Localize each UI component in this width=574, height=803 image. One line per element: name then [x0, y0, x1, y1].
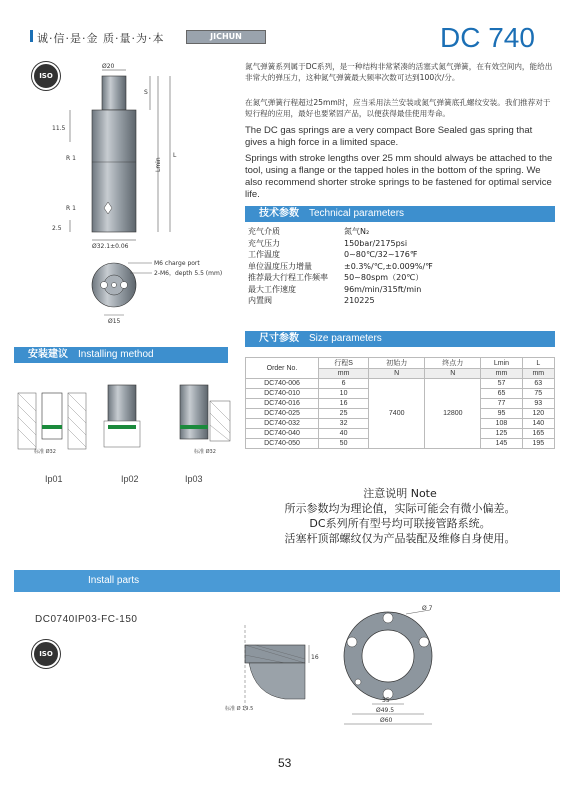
notes-line-2: DC系列所有型号均可联接管路系统。 [309, 517, 491, 530]
dim-lmin: Lmin [155, 157, 162, 172]
dim-s: S [144, 89, 148, 96]
install-label-3: Ip03 [185, 474, 203, 484]
install-parts-title: Install parts [88, 575, 140, 586]
install-ip01 [18, 393, 86, 449]
dim-7: Ø 7 [422, 605, 433, 612]
dim-r1-bottom: R 1 [66, 205, 76, 212]
iso-badge-bottom-icon: ISO [32, 640, 60, 668]
brand-logo: JICHUN [186, 30, 266, 44]
intro-en-2: Springs with stroke lengths over 25 mm should always be attached to the tool, using a flange or the tapped holes in the bottom of the spring. We also recommend shorter stroke springs to be fastened for optimal service life. [245, 153, 553, 200]
dim-bottom-dia: Ø32.1±0.06 [92, 243, 129, 250]
install-title-en: Installing method [78, 349, 154, 360]
piston-rod [102, 76, 126, 110]
flange-front-drawing [336, 600, 446, 730]
dim-11-5: 11.5 [52, 125, 66, 132]
flange-side-drawing [225, 615, 325, 715]
dim-60: Ø60 [380, 717, 393, 724]
install-section-bar [14, 347, 228, 363]
install-label-2: Ip02 [121, 474, 139, 484]
dim-top: Ø20 [102, 63, 115, 70]
size-section-bar [245, 331, 555, 347]
init-force-cell: 7400 [369, 379, 425, 449]
install-parts-bar [14, 570, 560, 592]
size-table: Order No. 行程S 初始力 终点力 Lmin L mm N N mm mm DC740-006 6 7400 12800 57 63 DC740-010 10 65 75 DC740-016 16 77 93 DC740-025 25 95 120 DC740-032 32 108 140 DC740-040 40 125 165 DC740-050 50 145 195 [245, 357, 555, 449]
table-row: DC740-040 40 125 165 [246, 429, 555, 439]
table-row: DC740-050 50 145 195 [246, 439, 555, 449]
notes-line-1: 所示参数均为理论值，实际可能会有微小偏差。 [284, 502, 516, 515]
part-code: DC0740IP03-FC-150 [35, 614, 138, 625]
dim-16: 16 [311, 654, 319, 661]
tech-row: 单位温度压力增量 ±0.3%/℃,±0.009%/℉ [248, 261, 433, 271]
intro-cn-2: 在氮气弹簧行程超过25mm时，应当采用法兰安装或氮气弹簧底孔螺纹安装。我们推荐对于短行程的应用，最好也要紧固产品，以便获得最佳使用寿命。 [245, 98, 551, 118]
notes-title: 注意说明 Note [363, 487, 437, 500]
tech-row: 最大工作速度 96m/min/315ft/min [248, 284, 422, 294]
install-tag-1: 标准 Ø32 [34, 449, 56, 455]
intro-cn-1: 氮气弹簧系列属于DC系列，是一种结构非常紧凑的活塞式氮气弹簧，在有效空间内，能给出非常大的弹压力，这种氮气弹簧最大频率次数可达到100次/分。 [245, 62, 553, 82]
table-row: DC740-032 32 108 140 [246, 419, 555, 429]
header-accent-bar [30, 30, 33, 42]
tech-table [248, 226, 548, 307]
table-row: DC740-010 10 65 75 [246, 389, 555, 399]
tech-row: 充气压力 150bar/2175psi [248, 238, 408, 248]
dim-49-5: Ø49.5 [376, 707, 395, 714]
notes-block [245, 486, 555, 546]
charge-port-label: M6 charge port [154, 260, 200, 267]
tech-row: 充气介质 氮气N₂ [248, 227, 370, 236]
dim-35: 35 [382, 697, 390, 704]
tech-title-cn: 技术参数 [259, 208, 299, 219]
notes-line-3: 活塞杆顶部螺纹仅为产品装配及维修自身使用。 [284, 532, 516, 545]
page-title: DC 740 [440, 22, 535, 53]
install-tag-2: 标准 Ø32 [194, 449, 216, 455]
table-row: DC740-006 6 7400 12800 57 63 [246, 379, 555, 389]
tech-section-bar [245, 206, 555, 222]
dim-15: Ø15 [108, 318, 121, 325]
table-row: DC740-025 25 95 120 [246, 409, 555, 419]
install-methods-drawing [14, 375, 234, 455]
install-label-1: Ip01 [45, 474, 63, 484]
spring-side-drawing [50, 62, 240, 262]
page-number: 53 [278, 756, 292, 770]
iso-badge-icon: ISO [32, 62, 60, 90]
spring-bottom-view [80, 257, 260, 327]
spring-body [92, 110, 136, 232]
flange-side-note: 标准 Ø 19.5 [225, 706, 254, 712]
tech-title-en: Technical parameters [309, 208, 405, 219]
table-row: DC740-016 16 77 93 [246, 399, 555, 409]
intro-en-1: The DC gas springs are a very compact Bore Sealed gas spring that gives a high force in a limited space. [245, 125, 533, 148]
dim-r1-top: R 1 [66, 155, 76, 162]
end-force-cell: 12800 [425, 379, 481, 449]
header-slogan: 诚·信·是·金 质·量·为·本 [37, 32, 165, 45]
size-title-cn: 尺寸参数 [259, 333, 299, 344]
tech-row: 工作温度 0~80℃/32~176℉ [248, 250, 418, 259]
install-title-cn: 安装建议 [28, 349, 68, 360]
install-ip03 [180, 385, 230, 441]
thread-note-label: 2-M6，depth 5.5 (mm) [154, 270, 223, 277]
install-ip02 [104, 385, 140, 447]
dim-2-5: 2.5 [52, 225, 62, 232]
tech-row: 内置阀 210225 [248, 296, 375, 305]
dim-l: L [173, 152, 177, 159]
tech-row: 推荐最大行程工作频率 50~80spm（20℃） [248, 273, 424, 282]
size-title-en: Size parameters [309, 333, 382, 344]
